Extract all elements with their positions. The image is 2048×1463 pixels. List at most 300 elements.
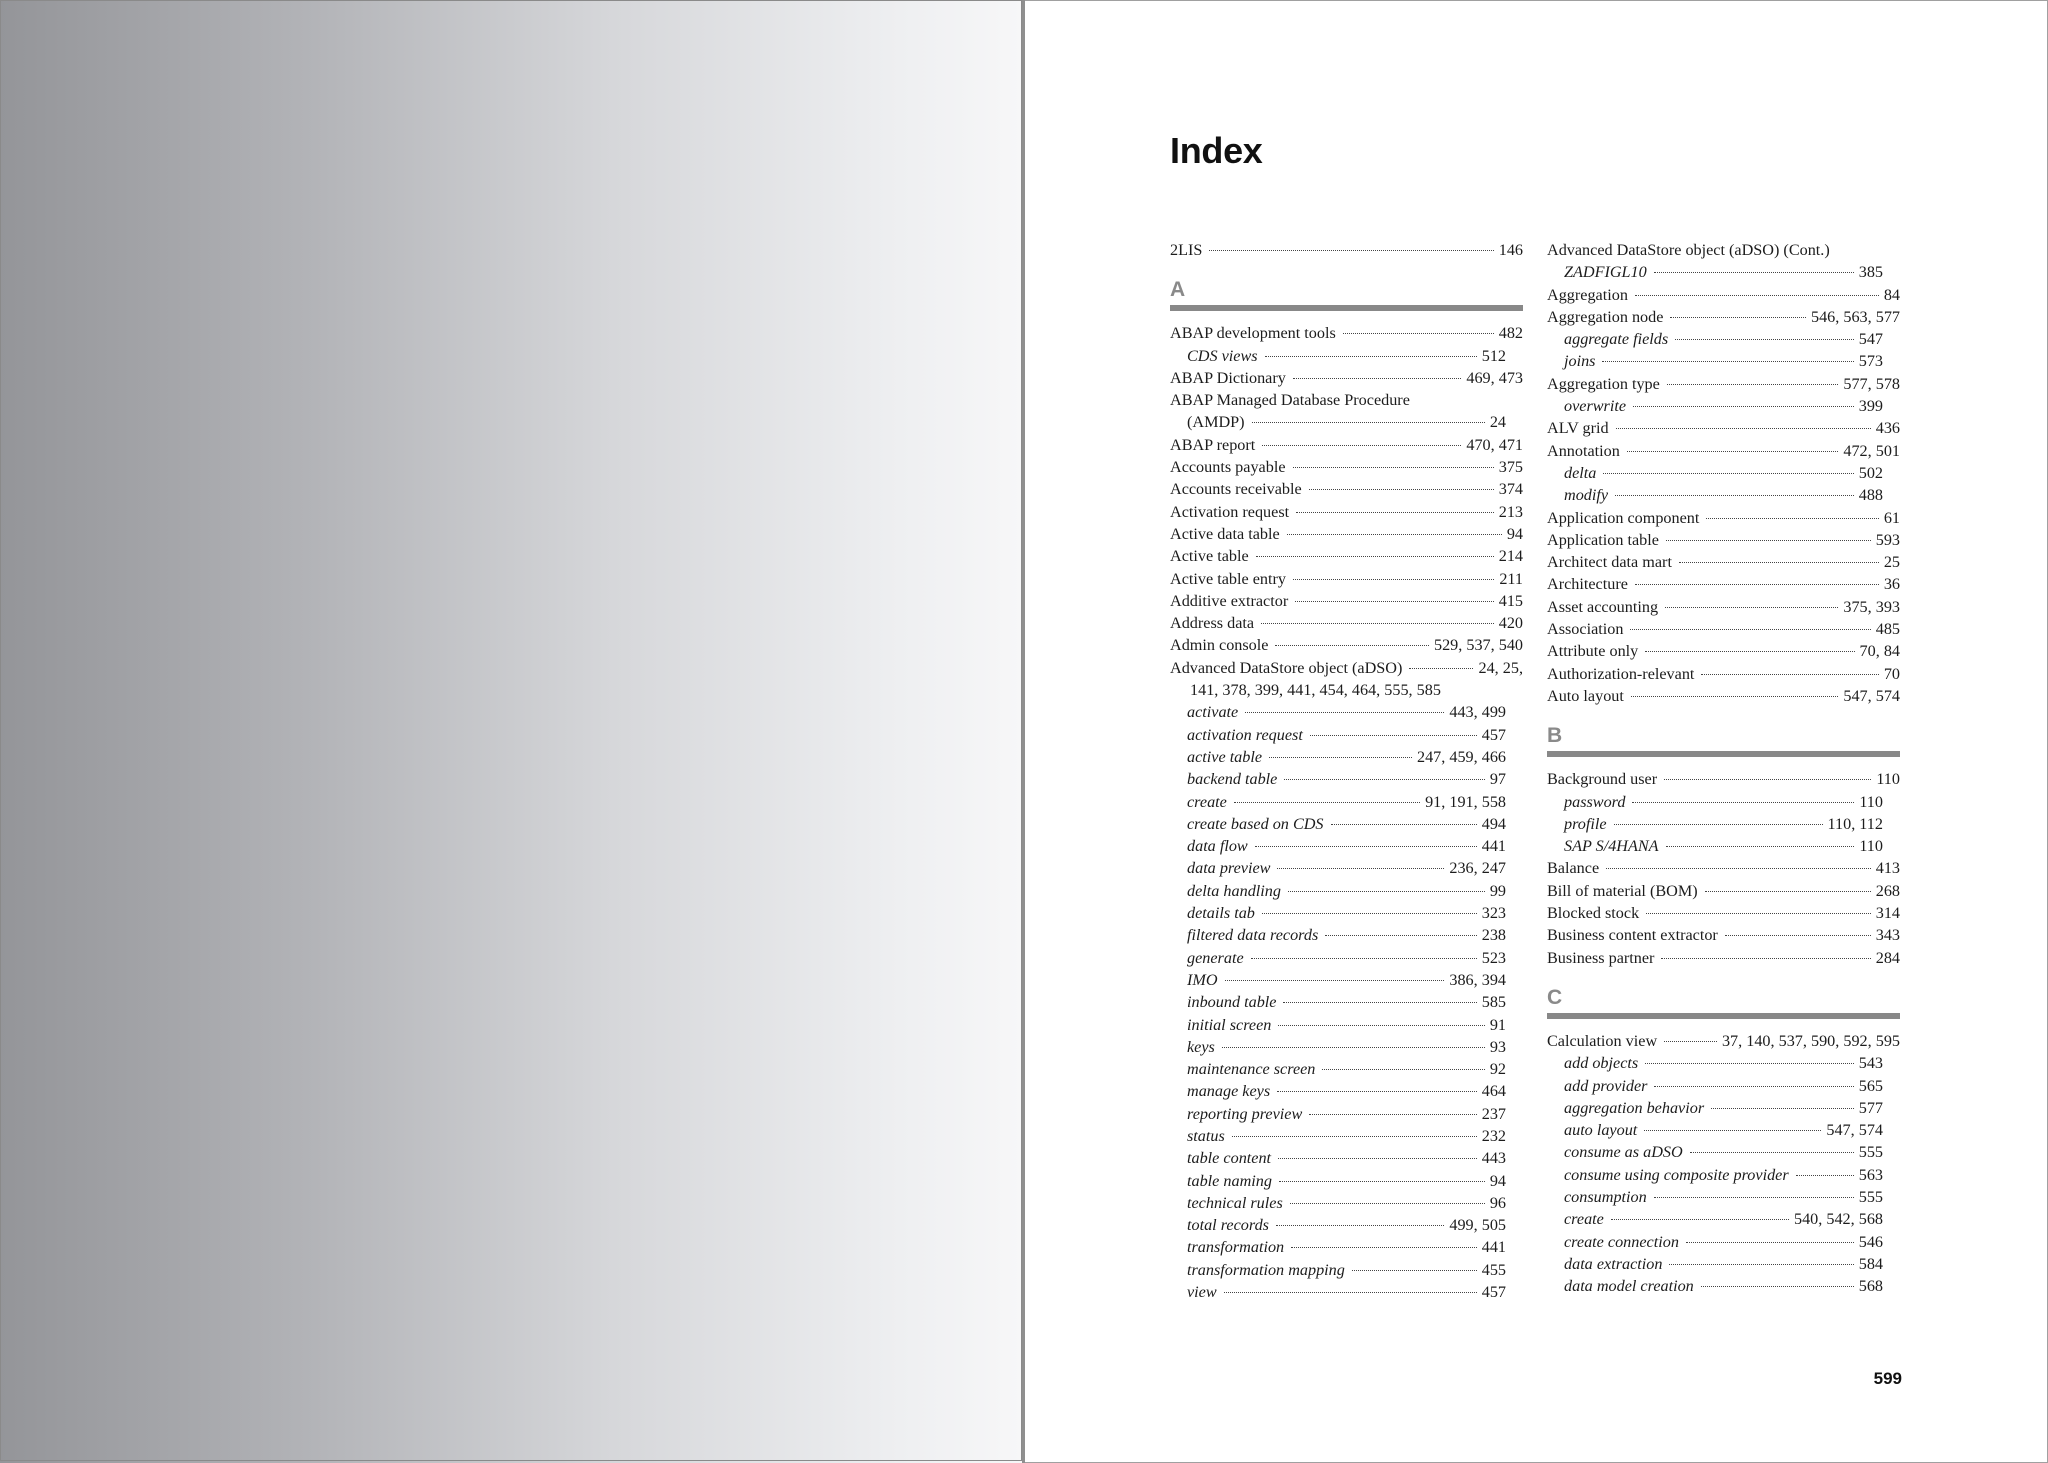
index-page-refs: 443, 499	[1449, 703, 1506, 722]
index-entry	[1170, 456, 1523, 478]
dot-leader	[1277, 1091, 1477, 1092]
index-subentry	[1547, 1231, 1900, 1253]
dot-leader	[1602, 361, 1853, 362]
dot-leader	[1654, 272, 1854, 273]
index-subentry	[1170, 947, 1523, 969]
dot-leader	[1284, 779, 1484, 780]
dot-leader	[1654, 1197, 1854, 1198]
index-entry	[1170, 239, 1523, 261]
index-entry	[1547, 947, 1900, 969]
dot-leader	[1225, 980, 1445, 981]
section-letter: A	[1170, 278, 1186, 302]
index-term: SAP S/4HANA	[1564, 837, 1659, 856]
index-term: Advanced DataStore object (aDSO)	[1170, 658, 1403, 677]
index-term: filtered data records	[1187, 926, 1319, 945]
index-term: 2LIS	[1170, 241, 1203, 259]
index-subentry	[1547, 484, 1900, 506]
index-term: Business partner	[1547, 948, 1655, 967]
index-term: aggregate fields	[1564, 330, 1669, 349]
index-page-refs: 25	[1883, 553, 1900, 572]
index-page-refs: 238	[1481, 926, 1506, 945]
dot-leader	[1232, 1136, 1477, 1137]
section-letter: B	[1547, 724, 1563, 748]
index-page-refs: 314	[1875, 904, 1900, 923]
dot-leader	[1278, 1158, 1477, 1159]
index-term: add objects	[1564, 1054, 1639, 1073]
index-entry	[1547, 529, 1900, 551]
index-subentry	[1547, 462, 1900, 484]
index-page-refs: 36	[1883, 575, 1900, 594]
index-page-refs: 399	[1858, 397, 1883, 416]
index-entry	[1547, 507, 1900, 529]
index-page-refs: 375, 393	[1843, 597, 1900, 616]
index-entry	[1547, 284, 1900, 306]
index-entry	[1170, 590, 1523, 612]
index-page-refs: 577	[1858, 1098, 1883, 1117]
index-term: table content	[1187, 1149, 1272, 1168]
index-term: ALV grid	[1547, 419, 1609, 438]
index-term: ZADFIGL10	[1564, 263, 1647, 282]
dot-leader	[1646, 913, 1871, 914]
section-letter-heading	[1547, 719, 1900, 757]
index-term: profile	[1564, 814, 1607, 833]
index-term: Accounts payable	[1170, 458, 1286, 477]
index-term: (AMDP)	[1187, 413, 1245, 432]
index-term: inbound table	[1187, 993, 1277, 1012]
dot-leader	[1234, 802, 1420, 803]
index-page-refs: 469, 473	[1466, 368, 1523, 387]
index-term: data preview	[1187, 859, 1271, 878]
dot-leader	[1669, 1264, 1853, 1265]
index-page-refs: 37, 140, 537, 590, 592, 595	[1721, 1031, 1900, 1050]
dot-leader	[1664, 1041, 1717, 1042]
index-term: initial screen	[1187, 1015, 1272, 1034]
dot-leader	[1690, 1152, 1854, 1153]
index-term: Business content extractor	[1547, 926, 1718, 945]
dot-leader	[1224, 1292, 1477, 1293]
dot-leader	[1670, 317, 1806, 318]
dot-leader	[1352, 1270, 1477, 1271]
dot-leader	[1664, 779, 1871, 780]
dot-leader	[1603, 473, 1853, 474]
index-page-refs: 577, 578	[1843, 374, 1900, 393]
index-term: Active data table	[1170, 524, 1280, 543]
index-subentry	[1547, 395, 1900, 417]
index-term: maintenance screen	[1187, 1060, 1316, 1079]
index-column-left	[1170, 239, 1523, 1303]
page-number: 599	[1873, 1369, 1902, 1388]
index-term: Application component	[1547, 508, 1700, 527]
index-page-refs: 494	[1481, 814, 1506, 833]
index-term: create based on CDS	[1187, 814, 1324, 833]
index-entry	[1170, 501, 1523, 523]
index-subentry	[1170, 1236, 1523, 1258]
index-entry	[1547, 573, 1900, 595]
index-term: total records	[1187, 1216, 1269, 1235]
index-page-refs: 585	[1481, 993, 1506, 1012]
index-term: activate	[1187, 703, 1239, 722]
index-term: Authorization-relevant	[1547, 664, 1695, 683]
index-entry	[1547, 924, 1900, 946]
index-page-refs: 573	[1858, 352, 1883, 371]
dot-leader	[1627, 451, 1839, 452]
index-subentry	[1547, 328, 1900, 350]
index-term: table naming	[1187, 1171, 1272, 1190]
index-page-refs: 436	[1875, 419, 1900, 438]
index-subentry	[1170, 1170, 1523, 1192]
index-term: view	[1187, 1283, 1217, 1302]
index-term: modify	[1564, 486, 1609, 505]
index-page-refs: 237	[1481, 1104, 1506, 1123]
index-page-refs: 457	[1481, 725, 1506, 744]
index-page-refs: 268	[1875, 881, 1900, 900]
dot-leader	[1645, 651, 1854, 652]
index-page-refs: 512	[1481, 346, 1506, 365]
index-entry	[1170, 657, 1523, 679]
index-page-refs: 91, 191, 558	[1425, 792, 1506, 811]
section-letter: C	[1547, 985, 1563, 1009]
index-term: Aggregation type	[1547, 374, 1660, 393]
index-entry	[1170, 478, 1523, 500]
index-subentry	[1170, 768, 1523, 790]
index-page-refs: 488	[1858, 486, 1883, 505]
index-page-refs: 94	[1489, 1171, 1506, 1190]
index-term: consume as aDSO	[1564, 1143, 1683, 1162]
dot-leader	[1310, 735, 1477, 736]
index-subentry	[1170, 1103, 1523, 1125]
index-subentry	[1170, 902, 1523, 924]
index-entry	[1170, 322, 1523, 344]
index-page-refs: 443	[1481, 1149, 1506, 1168]
index-subentry	[1547, 1075, 1900, 1097]
index-subentry	[1170, 857, 1523, 879]
index-term: Auto layout	[1547, 686, 1624, 705]
dot-leader	[1222, 1047, 1485, 1048]
index-term: activation request	[1187, 725, 1303, 744]
index-term: Additive extractor	[1170, 591, 1289, 610]
index-entry	[1547, 417, 1900, 439]
dot-leader	[1251, 958, 1477, 959]
index-term: Asset accounting	[1547, 597, 1659, 616]
index-term: create	[1187, 792, 1227, 811]
index-page-refs: 96	[1489, 1193, 1506, 1212]
index-subentry	[1170, 746, 1523, 768]
index-term: Background user	[1547, 770, 1658, 789]
index-entry	[1547, 663, 1900, 685]
section-letter-heading	[1170, 273, 1523, 311]
index-subentry	[1547, 1119, 1900, 1141]
index-page-refs: 546, 563, 577	[1810, 307, 1900, 326]
dot-leader	[1296, 512, 1494, 513]
index-subentry	[1170, 701, 1523, 723]
dot-leader	[1255, 846, 1477, 847]
dot-leader	[1325, 935, 1476, 936]
dot-leader	[1667, 384, 1839, 385]
index-term: transformation mapping	[1187, 1260, 1345, 1279]
index-term: create	[1564, 1210, 1604, 1229]
index-page-refs: 213	[1498, 502, 1523, 521]
index-entry-heading: Advanced DataStore object (aDSO) (Cont.)	[1547, 241, 1830, 259]
dot-leader	[1279, 1181, 1485, 1182]
index-page-refs: 375	[1498, 458, 1523, 477]
index-subentry	[1547, 1164, 1900, 1186]
index-page-refs: 420	[1498, 614, 1523, 633]
index-page-refs: 593	[1875, 530, 1900, 549]
index-page-refs: 555	[1858, 1187, 1883, 1206]
index-subentry	[1170, 1036, 1523, 1058]
dot-leader	[1276, 1225, 1444, 1226]
index-subentry	[1547, 1186, 1900, 1208]
index-page-refs: 232	[1481, 1126, 1506, 1145]
index-term: delta	[1564, 463, 1597, 482]
index-entry	[1170, 367, 1523, 389]
index-page-refs: 70	[1883, 664, 1900, 683]
index-entry-continuation: 141, 378, 399, 441, 454, 464, 555, 585	[1190, 681, 1441, 700]
index-term: ABAP report	[1170, 435, 1256, 454]
index-entry	[1547, 880, 1900, 902]
index-page-refs: 584	[1858, 1254, 1883, 1273]
index-page-refs: 455	[1481, 1260, 1506, 1279]
index-entry	[1547, 685, 1900, 707]
dot-leader	[1611, 1219, 1789, 1220]
index-subentry	[1170, 1214, 1523, 1236]
dot-leader	[1291, 1247, 1477, 1248]
dot-leader	[1245, 712, 1444, 713]
index-entry	[1547, 768, 1900, 790]
index-term: status	[1187, 1126, 1225, 1145]
index-page-refs: 540, 542, 568	[1793, 1210, 1883, 1229]
index-page-refs: 523	[1481, 948, 1506, 967]
index-term: active table	[1187, 747, 1263, 766]
index-term: overwrite	[1564, 397, 1627, 416]
index-term: Active table	[1170, 547, 1249, 566]
section-letter-heading	[1547, 981, 1900, 1019]
dot-leader	[1606, 868, 1871, 869]
index-entry	[1170, 568, 1523, 590]
index-term: Bill of material (BOM)	[1547, 881, 1698, 900]
index-page-refs: 547	[1858, 330, 1883, 349]
index-entry	[1547, 640, 1900, 662]
index-term: auto layout	[1564, 1121, 1638, 1140]
index-page-refs: 61	[1883, 508, 1900, 527]
index-term: Attribute only	[1547, 642, 1639, 661]
index-term: Aggregation	[1547, 285, 1628, 304]
dot-leader	[1331, 824, 1477, 825]
index-page-refs: 568	[1858, 1277, 1883, 1296]
index-term: joins	[1564, 352, 1596, 371]
index-page-refs: 247, 459, 466	[1416, 747, 1506, 766]
index-term: generate	[1187, 948, 1244, 967]
index-subentry	[1547, 1208, 1900, 1230]
dot-leader	[1635, 295, 1879, 296]
index-term: Accounts receivable	[1170, 480, 1302, 499]
index-subentry	[1170, 1259, 1523, 1281]
index-page-refs: 97	[1489, 770, 1506, 789]
index-page-refs: 413	[1875, 859, 1900, 878]
dot-leader	[1409, 668, 1473, 669]
index-page-refs: 214	[1498, 547, 1523, 566]
index-page-refs: 547, 574	[1843, 686, 1900, 705]
index-subentry	[1170, 345, 1523, 367]
index-subentry	[1170, 791, 1523, 813]
index-page-refs: 24, 25,	[1478, 658, 1523, 677]
index-page-refs: 211	[1499, 569, 1523, 588]
index-page-refs: 482	[1498, 324, 1523, 343]
dot-leader	[1616, 428, 1871, 429]
dot-leader	[1635, 584, 1879, 585]
index-term: consumption	[1564, 1187, 1647, 1206]
dot-leader	[1615, 495, 1854, 496]
index-column-right	[1547, 239, 1900, 1297]
index-entry	[1547, 596, 1900, 618]
index-subentry	[1170, 880, 1523, 902]
index-subentry	[1547, 261, 1900, 283]
index-term: Application table	[1547, 530, 1659, 549]
index-page-refs: 24	[1489, 413, 1506, 432]
index-term: Activation request	[1170, 502, 1290, 521]
index-term: Annotation	[1547, 441, 1620, 460]
dot-leader	[1725, 935, 1871, 936]
index-subentry	[1170, 1058, 1523, 1080]
index-page-refs: 485	[1875, 620, 1900, 639]
index-entry	[1170, 434, 1523, 456]
index-page-refs: 499, 505	[1449, 1216, 1506, 1235]
dot-leader	[1293, 579, 1494, 580]
dot-leader	[1265, 356, 1477, 357]
index-page-refs: 543	[1858, 1054, 1883, 1073]
dot-leader	[1256, 556, 1494, 557]
index-page-refs: 146	[1498, 241, 1523, 259]
index-term: Architect data mart	[1547, 553, 1672, 572]
index-subentry	[1170, 813, 1523, 835]
index-entry	[1170, 634, 1523, 656]
index-term: consume using composite provider	[1564, 1165, 1789, 1184]
index-page-refs: 110, 112	[1827, 814, 1883, 833]
index-page-refs: 472, 501	[1843, 441, 1900, 460]
index-entry	[1170, 545, 1523, 567]
index-subentry	[1547, 1253, 1900, 1275]
index-page-refs: 94	[1506, 524, 1523, 543]
index-subentry	[1547, 1097, 1900, 1119]
index-term: ABAP Dictionary	[1170, 368, 1286, 387]
index-term: create connection	[1564, 1232, 1679, 1251]
index-page-refs: 415	[1498, 591, 1523, 610]
index-page-refs: 563	[1858, 1165, 1883, 1184]
dot-leader	[1632, 802, 1854, 803]
index-term: Admin console	[1170, 636, 1269, 655]
index-entry	[1547, 902, 1900, 924]
dot-leader	[1262, 913, 1477, 914]
index-entry	[1547, 618, 1900, 640]
index-term: Aggregation node	[1547, 307, 1664, 326]
dot-leader	[1283, 1002, 1476, 1003]
dot-leader	[1261, 623, 1494, 624]
index-term: technical rules	[1187, 1193, 1283, 1212]
index-subentry	[1170, 1192, 1523, 1214]
left-page-frame	[0, 0, 1022, 1461]
index-page-refs: 374	[1498, 480, 1523, 499]
dot-leader	[1262, 445, 1461, 446]
index-page-refs: 457	[1481, 1283, 1506, 1302]
index-term: password	[1564, 792, 1626, 811]
index-page-refs: 236, 247	[1449, 859, 1506, 878]
index-term: keys	[1187, 1037, 1215, 1056]
index-page-refs: 343	[1875, 926, 1900, 945]
index-page-refs: 93	[1489, 1037, 1506, 1056]
dot-leader	[1209, 250, 1493, 251]
dot-leader	[1278, 1025, 1484, 1026]
index-page-refs: 555	[1858, 1143, 1883, 1162]
index-subentry	[1547, 1141, 1900, 1163]
dot-leader	[1701, 674, 1878, 675]
index-page-refs: 547, 574	[1826, 1121, 1883, 1140]
dot-leader	[1679, 562, 1879, 563]
dot-leader	[1666, 540, 1871, 541]
dot-leader	[1252, 422, 1485, 423]
dot-leader	[1796, 1175, 1854, 1176]
index-term: Calculation view	[1547, 1031, 1658, 1050]
index-entry	[1547, 857, 1900, 879]
dot-leader	[1275, 645, 1429, 646]
index-page-refs: 70, 84	[1859, 642, 1900, 661]
dot-leader	[1290, 1203, 1485, 1204]
index-subentry	[1547, 835, 1900, 857]
index-entry-heading: ABAP Managed Database Procedure	[1170, 391, 1410, 410]
index-term: manage keys	[1187, 1082, 1271, 1101]
index-term: aggregation behavior	[1564, 1098, 1705, 1117]
dot-leader	[1309, 489, 1494, 490]
index-page-refs: 565	[1858, 1076, 1883, 1095]
index-term: CDS views	[1187, 346, 1258, 365]
index-term: add provider	[1564, 1076, 1648, 1095]
index-page-refs: 92	[1489, 1060, 1506, 1079]
dot-leader	[1288, 891, 1485, 892]
dot-leader	[1666, 846, 1855, 847]
dot-leader	[1631, 696, 1838, 697]
index-subentry	[1547, 791, 1900, 813]
dot-leader	[1630, 629, 1870, 630]
index-page-refs: 546	[1858, 1232, 1883, 1251]
index-page-refs: 91	[1489, 1015, 1506, 1034]
index-page-refs: 385	[1858, 263, 1883, 282]
index-subentry	[1170, 835, 1523, 857]
index-term: backend table	[1187, 770, 1278, 789]
index-term: Active table entry	[1170, 569, 1286, 588]
index-subentry	[1547, 350, 1900, 372]
index-page-refs: 110	[1859, 837, 1883, 856]
index-page-refs: 99	[1489, 881, 1506, 900]
index-subentry	[1547, 813, 1900, 835]
index-subentry	[1170, 1014, 1523, 1036]
index-page-refs: 386, 394	[1449, 970, 1506, 989]
index-term: details tab	[1187, 904, 1255, 923]
dot-leader	[1661, 958, 1870, 959]
index-subentry	[1170, 1080, 1523, 1102]
dot-leader	[1293, 378, 1461, 379]
index-page-refs: 464	[1481, 1082, 1506, 1101]
index-subentry	[1547, 1052, 1900, 1074]
index-subentry	[1170, 991, 1523, 1013]
page-title: Index	[1170, 130, 1263, 171]
dot-leader	[1293, 467, 1494, 468]
index-page-refs: 529, 537, 540	[1433, 636, 1523, 655]
index-term: Association	[1547, 620, 1624, 639]
index-entry	[1547, 373, 1900, 395]
index-page-refs: 441	[1481, 1238, 1506, 1257]
index-subentry	[1170, 411, 1523, 433]
index-page-refs: 110	[1859, 792, 1883, 811]
index-subentry	[1170, 724, 1523, 746]
